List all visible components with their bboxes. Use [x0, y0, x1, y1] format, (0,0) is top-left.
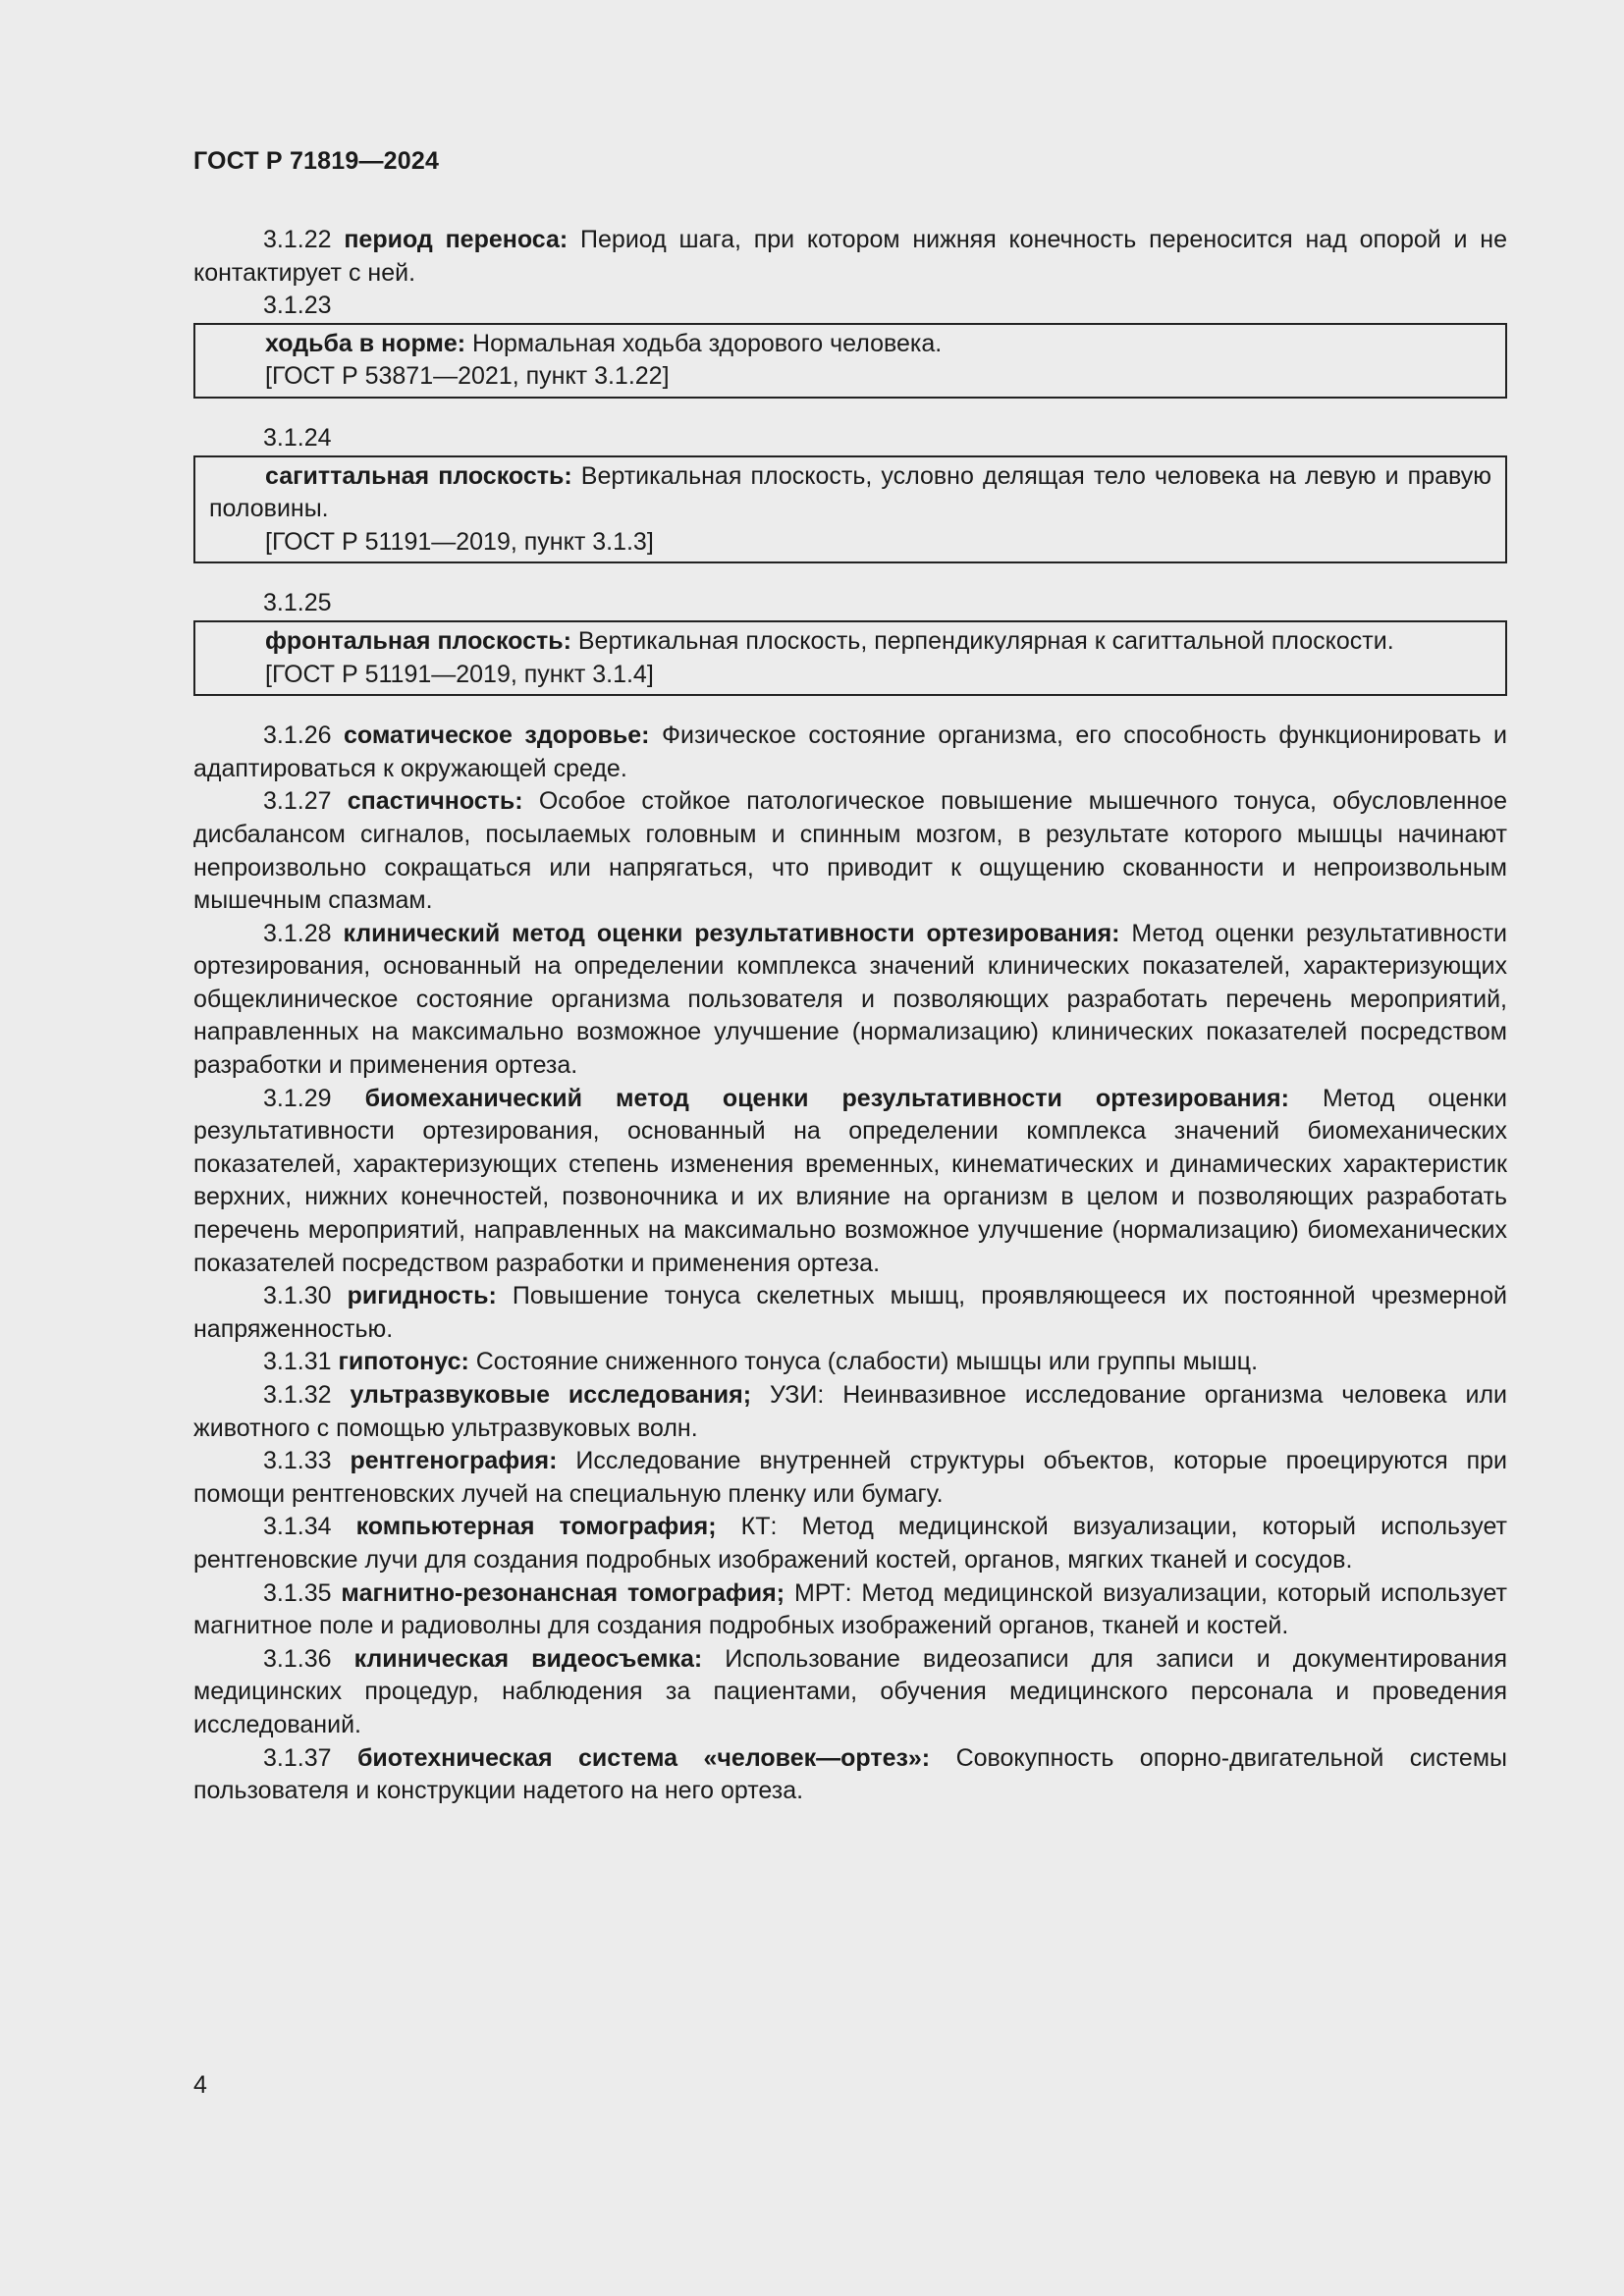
term-3-1-22: 3.1.22 период переноса: Период шага, при котором нижняя конечность переносится над опорой и не контактирует с ней.: [193, 226, 1507, 287]
term-3-1-35: 3.1.35 магнитно-резонансная томография; МРТ: Метод медицинской визуализации, который использует магнитное поле и радиоволны для создания подробных изображений органов, тканей и костей.: [193, 1578, 1508, 1640]
term-number-3-1-24: 3.1.24: [263, 423, 332, 452]
term-source: [ГОСТ Р 53871—2021, пункт 3.1.22]: [265, 362, 670, 391]
term-name: клинический метод оценки результативности ортезирования:: [343, 919, 1120, 947]
term-3-1-29: 3.1.29 биомеханический метод оценки результативности ортезирования: Метод оценки результативности ортезирования, основанный на определении комплекса значений биомеханических показателей, характеризующих степень изменения временных, кинематических и динамических характеристик верхних, нижних конечностей, позвоночника и их влияние на организм в целом и позволяющих разработать перечень мероприятий, направленных на максимально возможное улучшение (нормализацию) биомеханических показателей посредством разработки и применения ортеза.: [193, 1084, 1507, 1277]
term-name: магнитно-резонансная томография;: [341, 1578, 785, 1607]
term-name: биомеханический метод оценки результативности ортезирования:: [364, 1084, 1289, 1112]
quoted-term-box-3-1-25: [193, 620, 1507, 696]
term-name: ригидность:: [347, 1282, 497, 1310]
term-name: фронтальная плоскость:: [265, 626, 571, 655]
term-name: рентгенография:: [350, 1447, 558, 1475]
term-name: компьютерная томография;: [355, 1513, 717, 1541]
term-name: спастичность:: [347, 787, 523, 816]
term-3-1-27: 3.1.27 спастичность: Особое стойкое патологическое повышение мышечного тонуса, обусловленное дисбалансом сигналов, посылаемых головным и спинным мозгом, в результате которого мышцы начинают непроизвольно сокращаться или напрягаться, что приводит к ощущению скованности и непроизвольным мышечным спазмам.: [193, 787, 1507, 915]
page-number: 4: [193, 2071, 207, 2099]
term-3-1-36: 3.1.36 клиническая видеосъемка: Использование видеозаписи для записи и документирования медицинских процедур, наблюдения за пациентами, обучения медицинского персонала и проведения исследований.: [193, 1644, 1508, 1738]
term-3-1-25: фронтальная плоскость: Вертикальная плоскость, перпендикулярная к сагиттальной плоскости.: [265, 626, 1394, 655]
term-name: ультразвуковые исследования;: [350, 1381, 752, 1409]
term-3-1-34: 3.1.34 компьютерная томография; КТ: Метод медицинской визуализации, который использует рентгеновские лучи для создания подробных изображений костей, органов, мягких тканей и сосудов.: [193, 1513, 1507, 1574]
term-3-1-30: 3.1.30 ригидность: Повышение тонуса скелетных мышц, проявляющееся их постоянной чрезмерной напряженностью.: [193, 1282, 1508, 1343]
term-number-3-1-25: 3.1.25: [263, 589, 332, 617]
term-3-1-31: 3.1.31 гипотонус: Состояние сниженного тонуса (слабости) мышцы или группы мышц.: [263, 1348, 1259, 1376]
term-number-3-1-23: 3.1.23: [263, 292, 332, 320]
term-name: сагиттальная плоскость:: [265, 461, 572, 490]
quoted-term-box-3-1-24: [193, 455, 1507, 564]
term-3-1-37: 3.1.37 биотехническая система «человек—ортез»: Совокупность опорно-двигательной системы пользователя и конструкции надетого на него ортеза.: [193, 1743, 1507, 1805]
term-3-1-24: сагиттальная плоскость: Вертикальная плоскость, условно делящая тело человека на левую и правую половины.: [209, 461, 1491, 523]
term-3-1-26: 3.1.26 соматическое здоровье: Физическое состояние организма, его способность функционировать и адаптироваться к окружающей среде.: [193, 721, 1507, 782]
term-source: [ГОСТ Р 51191—2019, пункт 3.1.4]: [265, 660, 654, 688]
term-name: соматическое здоровье:: [344, 721, 650, 750]
term-name: ходьба в норме:: [265, 329, 466, 357]
term-name: биотехническая система «человек—ортез»:: [356, 1743, 931, 1772]
term-3-1-32: 3.1.32 ультразвуковые исследования; УЗИ: Неинвазивное исследование организма человека или животного с помощью ультразвуковых волн.: [193, 1381, 1508, 1442]
term-name: гипотонус:: [338, 1348, 469, 1376]
term-name: клиническая видеосъемка:: [353, 1644, 703, 1673]
quoted-term-box-3-1-23: [193, 323, 1507, 399]
document-content: [193, 224, 1507, 1808]
term-name: период переноса:: [344, 226, 568, 253]
term-3-1-23: ходьба в норме: Нормальная ходьба здорового человека.: [265, 329, 943, 357]
term-3-1-33: 3.1.33 рентгенография: Исследование внутренней структуры объектов, которые проецируются при помощи рентгеновских лучей на специальную пленку или бумагу.: [193, 1447, 1508, 1508]
page-header: ГОСТ Р 71819—2024: [193, 147, 440, 175]
term-source: [ГОСТ Р 51191—2019, пункт 3.1.3]: [265, 527, 654, 556]
term-3-1-28: 3.1.28 клинический метод оценки результативности ортезирования: Метод оценки результативности ортезирования, основанный на определении комплекса значений клинических показателей, характеризующих общеклиническое состояние организма пользователя и позволяющих разработать перечень мероприятий, направленных на максимально возможное улучшение (нормализацию) клинических показателей посредством разработки и применения ортеза.: [193, 919, 1507, 1080]
